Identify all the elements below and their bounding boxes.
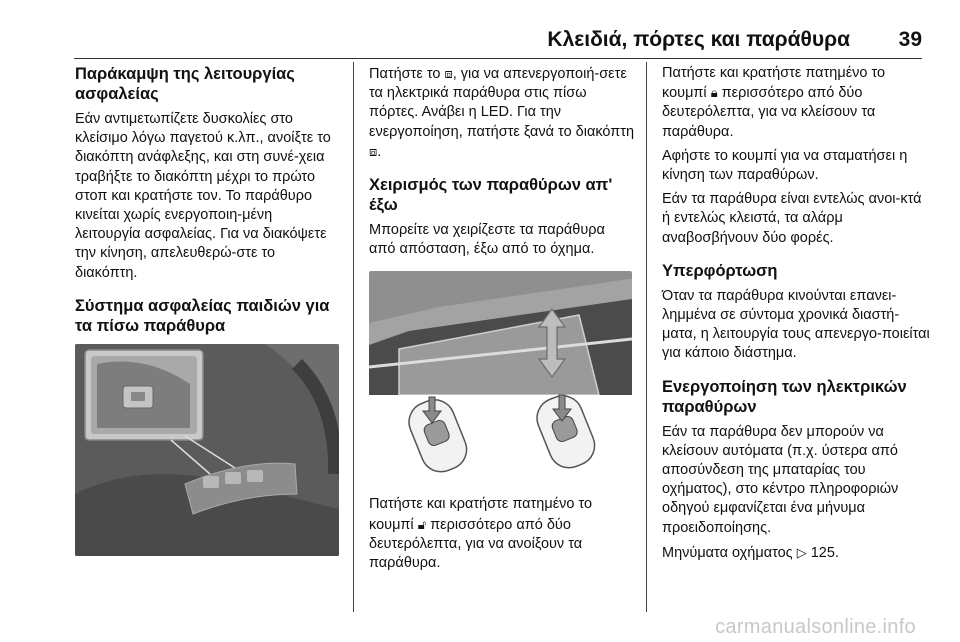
text-run: , για να απενεργοποιή-σετε τα ηλεκτρικά παράθυρα στις πίσω πόρτες. Ανάβει η LED. Για την ενεργοποίηση, πατήστε ξανά το διακόπτη: [369, 66, 635, 140]
column-3: [662, 64, 930, 568]
heading-override-safety: Παράκαμψη της λειτουργίας ασφαλείας: [75, 65, 295, 103]
text-run: Πατήστε και κρατήστε πατημένο το κουμπί: [662, 65, 886, 102]
paragraph-close-windows: [662, 64, 930, 142]
remote-key-illustration: [369, 271, 632, 481]
child-lock-window-icon: ⧈: [369, 143, 378, 159]
heading-initialise-windows: Ενεργοποίηση των ηλεκτρικών παραθύρων: [662, 377, 907, 416]
watermark: carmanualsonline.info: [715, 616, 916, 638]
paragraph-overload: Όταν τα παράθυρα κινούνται επανει-λημμένα σε σύντομα χρονικά διαστή-ματα, η λειτουργία τους απενεργο-ποιείται για κάποιο διάστημα.: [662, 287, 930, 362]
text-run: 125.: [806, 544, 839, 561]
door-switch-illustration: [75, 344, 339, 556]
reference-arrow-icon: ▷: [796, 544, 807, 560]
child-lock-window-icon: ⧈: [444, 66, 453, 81]
paragraph-fully-open-closed: Εάν τα παράθυρα είναι εντελώς ανοι-κτά ή εντελώς κλειστά, τα αλάρμ αναβοσβήνουν δύο φορές.: [662, 191, 922, 246]
text-run: Πατήστε το: [369, 66, 445, 82]
paragraph-open-windows: [369, 495, 635, 573]
heading-overload: Υπερφόρτωση: [662, 261, 778, 280]
paragraph-initialise-windows: Εάν τα παράθυρα δεν μπορούν να κλείσουν αυτόματα (π.χ. ύστερα από αποσύνδεση της μπαταρίας του οχήματος), στο κέντρο πληροφοριών οδηγού εμφανίζεται ένα μήνυμα προειδοποίησης.: [662, 423, 899, 536]
paragraph-vehicle-messages: [662, 543, 930, 563]
paragraph-release-button: Αφήστε το κουμπί για να σταματήσει η κίνηση των παραθύρων.: [662, 147, 908, 184]
column-divider: [646, 62, 647, 612]
paragraph-child-lock: [369, 64, 635, 162]
text-run: Μηνύματα οχήματος: [662, 544, 797, 561]
text-run: .: [377, 143, 382, 160]
text-run: Πατήστε και κρατήστε πατημένο το κουμπί: [369, 496, 593, 533]
column-divider: [353, 62, 354, 612]
paragraph-remote-operation: Μπορείτε να χειρίζεστε τα παράθυρα από απόσταση, έξω από το όχημα.: [369, 222, 605, 258]
column-2: [369, 64, 635, 578]
page-header: [74, 22, 922, 59]
heading-remote-operation: Χειρισμός των παραθύρων απ' έξω: [369, 176, 613, 215]
page-number: 39: [898, 28, 922, 51]
text-run: περισσότερο από δύο δευτερόλεπτα, για να κλείσουν τα παράθυρα.: [662, 85, 876, 140]
column-1: [75, 64, 341, 556]
paragraph-override-safety: Εάν αντιμετωπίζετε δυσκολίες στο κλείσιμο λόγω παγετού κ.λπ., ανοίξτε το διακόπτη ανάφλεξης, και στη συνέ-χεια τραβήξτε το διακόπτη μέχρι το πρώτο στοπ και κρατήστε τον. Το παράθυρο κινείται χωρίς ενεργοποιη-μένη λειτουργία ασφαλείας. Για να διακόψετε την κίνηση, απελευθερώ-στε το διακόπτη.: [75, 111, 331, 281]
text-run: περισσότερο από δύο δευτερόλεπτα, για να ανοίξουν τα παράθυρα.: [369, 516, 583, 572]
lock-key-icon: 🔒︎: [710, 85, 718, 101]
header-title: Κλειδιά, πόρτες και παράθυρα: [547, 28, 850, 51]
unlock-key-icon: 🔓︎: [417, 516, 427, 532]
heading-child-safety: Σύστημα ασφαλείας παιδιών για τα πίσω παράθυρα: [75, 296, 330, 335]
